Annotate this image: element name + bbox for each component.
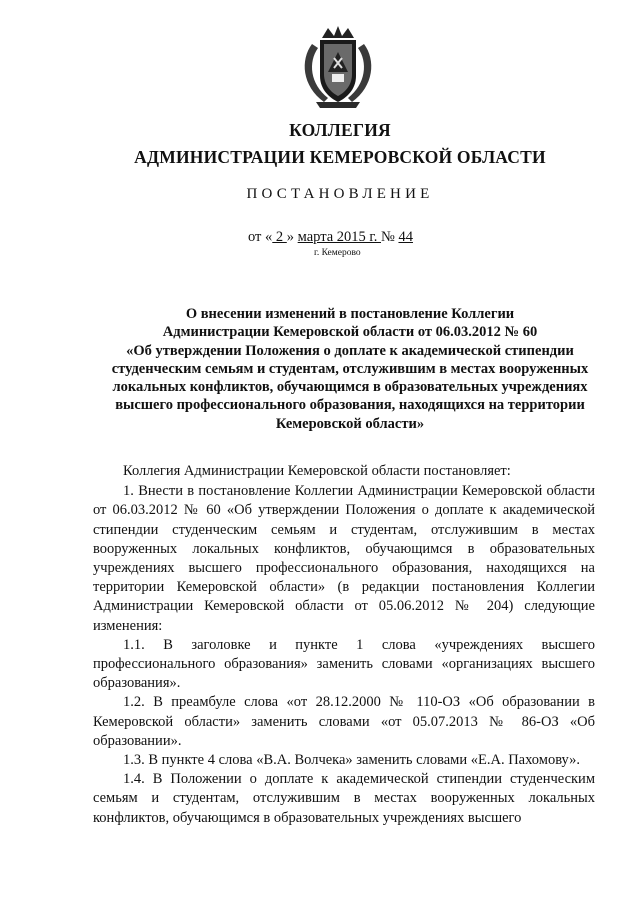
number-prefix: № <box>381 229 399 245</box>
org-name-line-2: АДМИНИСТРАЦИИ КЕМЕРОВСКОЙ ОБЛАСТИ <box>134 147 546 167</box>
intro-paragraph: Коллегия Администрации Кемеровской области постановляет: <box>123 463 511 479</box>
date-month-year: марта 2015 г. <box>297 229 381 245</box>
date-mid: » <box>286 229 298 245</box>
paragraph-1: 1. Внести в постановление Коллегии Администрации Кемеровской области от 06.03.2012 № 60 «Об утверждении Положения о доплате к академической стипендии студенческим семьям и студентам, отслужившим в местах вооруженных локальных конфликтов, обучающимся в образовательных учреждениях высшего профессионального образования, находящихся на территории Кемеровской области» (в редакции постановления Коллегии Администрации Кемеровской области от 05.06.2012 № 204) следующие изменения: <box>93 483 595 634</box>
title-line: «Об утверждении Положения о доплате к академической стипендии <box>126 342 574 359</box>
document-type: ПОСТАНОВЛЕНИЕ <box>246 186 434 202</box>
paragraph-1-2: 1.2. В преамбуле слова «от 28.12.2000 № 110-ОЗ «Об образовании в Кемеровской области» заменить словами «от 05.07.2013 № 86-ОЗ «Об образовании». <box>93 694 595 749</box>
date-line <box>248 229 413 246</box>
title-line: Кемеровской области» <box>275 415 425 432</box>
paragraph-1-3: 1.3. В пункте 4 слова «В.А. Волчека» заменить словами «Е.А. Пахомову». <box>123 752 581 769</box>
coat-of-arms-icon <box>298 24 378 110</box>
paragraph-1-4: 1.4. В Положении о доплате к академической стипендии студенческим семьям и студентам, отслужившим в местах вооруженных локальных конфликтов, обучающимся в образовательных учреждениях высшего <box>93 771 595 826</box>
title-line: высшего профессионального образования, находящихся на территории <box>115 397 585 414</box>
date-prefix: от « <box>248 229 273 245</box>
document-number: 44 <box>398 229 413 245</box>
title-line: О внесении изменений в постановление Коллегии <box>185 306 515 322</box>
paragraph-1-1: 1.1. В заголовке и пункте 1 слова «учреждениях высшего профессионального образования» заменить словами «организациях высшего образования». <box>93 636 595 692</box>
title-line: Администрации Кемеровской области от 06.03.2012 № 60 <box>162 324 538 341</box>
document-title <box>95 305 605 433</box>
document-body <box>93 462 595 828</box>
date-day: 2 <box>272 229 287 245</box>
title-line: студенческим семьям и студентам, отслужившим в местах вооруженных <box>111 360 589 377</box>
city-label: г. Кемерово <box>314 248 361 258</box>
title-line: локальных конфликтов, обучающимся в образовательных учреждениях <box>112 379 588 396</box>
org-name-line-1: КОЛЛЕГИЯ <box>289 120 391 140</box>
